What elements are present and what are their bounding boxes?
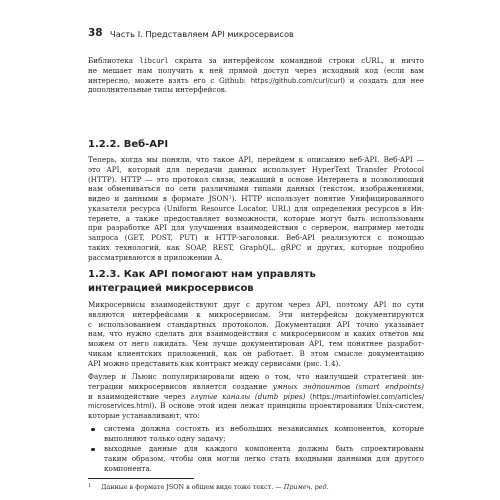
text-line: и взаимодействие через глупые каналы (dumb pipes) (https://martinfowler.com/articles/ [88,391,424,401]
text-line: дополнительные типы интерфейсов. [88,85,228,95]
text-line: выходные данные для каждого компонента должны быть спроектированы [104,444,424,453]
text-line: (HTTP). HTTP — это протокол связи, лежащий в основе Интернета и позволяющий [88,174,424,184]
text-line: чикам клиентских приложений, как он работает. В этом смысле документацию [88,348,424,358]
intro-paragraph [88,56,424,95]
text-line: Фаулер и Льюис популяризировали идею о том, что наилучшей стратегией ин- [88,372,424,381]
microservices-paragraph-1 [88,300,424,368]
italic-term: умных эндпоинтов (smart endpoints) [272,381,424,391]
text-line: указателя ресурса (Uniform Resource Locator, URL) для определения ресурсов в Ин- [88,203,424,213]
footnote-note: Примеч. ред. [283,483,329,491]
list-item [88,424,424,444]
text-line: видео и данными в формате JSON¹). HTTP использует понятие Унифицированного [88,194,424,203]
text-line: тернете, а также предоставляет возможности, которые могут быть использованы [88,213,424,223]
text-line: microservices.html). В основе этой идеи лежат принципы проектирования Unix-систем, [88,401,424,411]
text-line: запроса (GET, POST, PUT) и HTTP-заголовки. Веб-API реализуются с помощью [88,233,424,242]
italic-term: глупые каналы (dumb pipes) [190,391,306,401]
text-line: выполняют только одну задачу; [104,433,226,443]
page-number: 38 [88,27,103,39]
text-line: это API, который для передачи данных использует HyperText Transfer Protocol [88,164,424,174]
footnote-text: Данные в формате JSON в общем виде тоже текст. — [101,483,284,491]
text-line: которые устанавливают, что: [88,411,200,420]
footnote-marker: 1 [88,483,92,489]
heading-line: 1.2.3. Как API помогают нам управлять [88,269,316,280]
text-line: рассматриваются в приложении А. [88,252,223,262]
code-libcurl: libcurl [139,57,169,65]
text-line: компонента. [104,463,152,473]
text-line: Библиотека libcurl скрыта за интерфейсом командной строки cURL, и ничто [88,56,424,65]
text-line: с использованием стандартных протоколов. Документация API точно указывает [88,319,424,329]
text-line: Теперь, когда мы поняли, что такое API, перейдем к описанию веб-API. Веб-API — [88,155,424,164]
text-line: можем от него ожидать. Чем лучше документирован API, тем понятнее разработ- [88,339,424,348]
section-heading-web-api: 1.2.2. Веб-API [88,139,169,150]
section-heading-microservices [88,268,316,296]
page-header [88,27,418,41]
text-line: нам, что нужно сделать для взаимодействия с микросервисом и каких ответов мы [88,329,424,339]
text-line: нам обмениваться по сети различными типами данных (текстом, изображениями, [88,184,424,194]
text-line: теграции микросервисов является создание умных эндпоинтов (smart endpoints) [88,381,424,391]
principles-list [88,424,424,444]
text-line: при разработке API для улучшения взаимодействия с сервером, например методы [88,223,424,233]
fowler-link-cont[interactable]: microservices.html [88,402,152,411]
web-api-paragraph [88,155,424,262]
text-line: таким образом, чтобы они могли легко стать входными данными для другого [104,453,424,463]
github-link[interactable]: https://github.com/curl/curl [250,76,343,85]
text-line: Микросервисы взаимодействуют друг с другом через API, поэтому API по сути [88,300,424,309]
text-line: интересно, можете взять его с Github: https://github.com/curl/curl) и создать для нее [88,75,424,85]
microservices-paragraph-2 [88,372,424,421]
bullet-icon [91,428,95,432]
fowler-link[interactable]: (https://martinfowler.com/articles/ [305,392,424,401]
text-line: являются интерфейсами к микросервисам. Эти интерфейсы документируются [88,309,424,319]
text-line: система должна состоять из небольших независимых компонентов, которые [104,424,424,433]
text-line: не мешает нам получить к ней прямой доступ через исходный код (если вам [88,65,424,75]
text-line: API можно представить как контракт между сервисами (рис. 1.4). [88,358,341,368]
text-line: таких технологий, как SOAP, REST, GraphQL, gRPC и других, которые подробно [88,242,424,252]
running-head: Часть I. Представляем API микросервисов [110,29,294,39]
heading-line: интеграцией микросервисов [88,283,254,294]
